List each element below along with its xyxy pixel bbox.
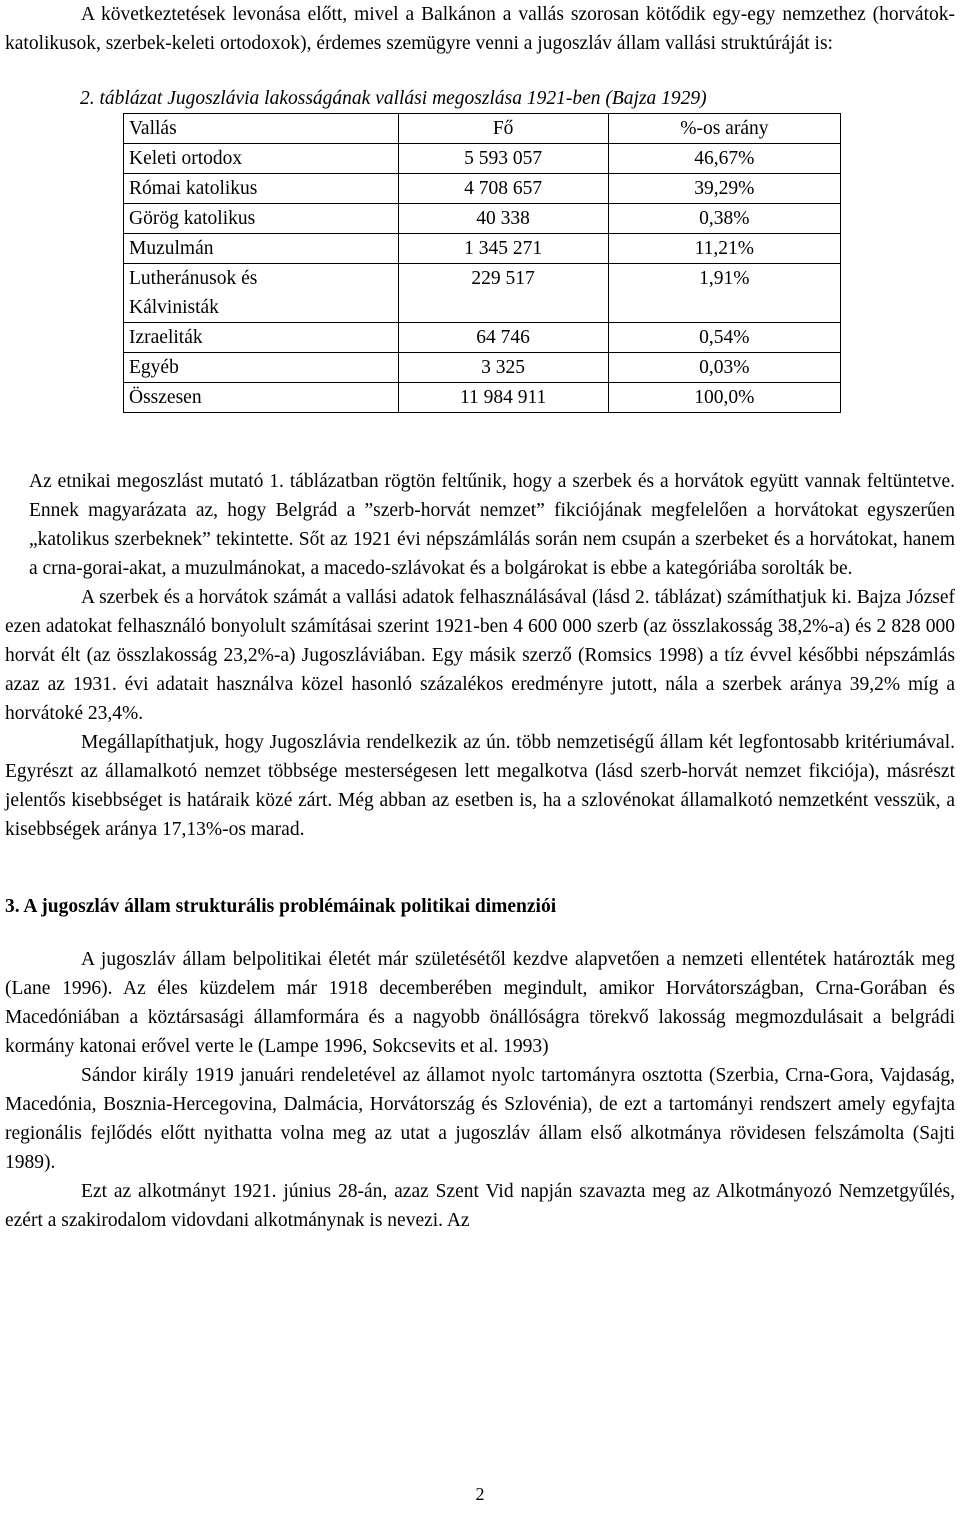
religion-cell: Összesen xyxy=(124,383,399,413)
paragraph-king-sandor: Sándor király 1919 januári rendeletével az államot nyolc tartományra osztotta (Szerbia, Crna-Gora, Vajdaság, Macedónia, Bosznia-Hercegovina, Dalmácia, Horvátország és Szlovénia), de ezt a tartományi rendszert amely egyfajta regionális fejlődés előtt nyithatta volna meg az utat a jugoszláv állam első alkotmánya rövidesen felszámolta (Sajti 1989). xyxy=(5,1065,955,1173)
percent-cell: 0,38% xyxy=(608,204,840,234)
count-cell: 229 517 xyxy=(398,264,608,323)
religion-cell-text: Lutheránusok és Kálvinisták xyxy=(129,268,258,318)
count-cell: 64 746 xyxy=(398,323,608,353)
section-heading: 3. A jugoszláv állam strukturális problémáinak politikai dimenziói xyxy=(5,896,557,917)
count-cell: 40 338 xyxy=(398,204,608,234)
table-row xyxy=(124,323,841,353)
table-row xyxy=(124,204,841,234)
header-cell-count: Fő xyxy=(398,114,608,144)
header-cell-percent: %-os arány xyxy=(608,114,840,144)
percent-cell: 100,0% xyxy=(608,383,840,413)
religion-cell: Keleti ortodox xyxy=(124,144,399,174)
body-text xyxy=(5,467,955,844)
religion-cell: Izraeliták xyxy=(124,323,399,353)
intro-paragraph: A következtetések levonása előtt, mivel a Balkánon a vallás szorosan kötődik egy-egy nemzethez (horvátok-katolikusok, szerbek-keleti ortodoxok), érdemes szemügyre venni a jugoszláv állam vallási struktúráját is: xyxy=(5,4,955,54)
percent-cell: 0,54% xyxy=(608,323,840,353)
table-caption: 2. táblázat Jugoszlávia lakosságának vallási megoszlása 1921-ben (Bajza 1929) xyxy=(80,88,707,109)
percent-cell: 1,91% xyxy=(608,264,840,323)
religion-cell: Római katolikus xyxy=(124,174,399,204)
paragraph-constitution: Ezt az alkotmányt 1921. június 28-án, azaz Szent Vid napján szavazta meg az Alkotmányozó Nemzetgyűlés, ezért a szakirodalom vidovdani alkotmánynak is nevezi. Az xyxy=(5,1181,955,1231)
document-page xyxy=(5,0,955,1235)
religion-cell: Egyéb xyxy=(124,353,399,383)
table-row xyxy=(124,264,841,323)
paragraph-internal-politics: A jugoszláv állam belpolitikai életét már születésétől kezdve alapvetően a nemzeti ellentétek határozták meg (Lane 1996). Az éles küzdelem már 1918 decemberében megindult, amikor Horvátországban, Crna-Gorában és Macedóniában a köztársasági államformára és a nagyobb önállóságra törekvő lakosság megmozdulásait a belgrádi kormány katonai erővel verte le (Lampe 1996, Sokcsevits et al. 1993) xyxy=(5,949,955,1057)
paragraph-serbs-croats: A szerbek és a horvátok számát a vallási adatok felhasználásával (lásd 2. táblázat) számíthatjuk ki. Bajza József ezen adatokat felhasználó bonyolult számításai szerint 1921-ben 4 600 000 szerb (az összlakosság 38,2%-a) és 2 828 000 horvát élt (az összlakosság 23,2%-a) Jugoszláviában. Egy másik szerző (Romsics 1998) a tíz évvel későbbi népszámlás azaz az 1931. évi adatait használva közel hasonló százalékos eredményre jutott, nála a szerbek aránya 39,2% míg a horvátoké 23,4%. xyxy=(5,587,955,724)
paragraph-ethnic: Az etnikai megoszlást mutató 1. táblázatban rögtön feltűnik, hogy a szerbek és a horvátok együtt vannak feltüntetve. Ennek magyarázata az, hogy Belgrád a ”szerb-horvát nemzet” fikciójának megfelelően a horvátokat egyszerűen „katolikus szerbeknek” tekintette. Sőt az 1921 évi népszámlálás során nem csupán a szerbeket és a horvátokat, hanem a crna-gorai-akat, a muzulmánokat, a macedo-szlávokat és a bolgárokat is ebbe a kategóriába sorolták be. xyxy=(29,471,955,579)
religion-table xyxy=(123,113,841,413)
count-cell: 5 593 057 xyxy=(398,144,608,174)
table-total-row xyxy=(124,383,841,413)
count-cell: 1 345 271 xyxy=(398,234,608,264)
count-cell: 11 984 911 xyxy=(398,383,608,413)
table-row xyxy=(124,353,841,383)
count-cell: 3 325 xyxy=(398,353,608,383)
religion-cell xyxy=(124,264,399,323)
paragraph-multinational: Megállapíthatjuk, hogy Jugoszlávia rendelkezik az ún. több nemzetiségű állam két legfontosabb kritériumával. Egyrészt az államalkotó nemzet többsége mesterségesen lett megalkotva (lásd szerb-horvát nemzet fikciója), másrészt jelentős kisebbséget is határaik közé zárt. Még abban az esetben is, ha a szlovénokat államalkotó nemzetként vesszük, a kisebbségek aránya 17,13%-os marad. xyxy=(5,732,955,840)
percent-cell: 0,03% xyxy=(608,353,840,383)
table-row xyxy=(124,174,841,204)
count-cell: 4 708 657 xyxy=(398,174,608,204)
table-row xyxy=(124,234,841,264)
percent-cell: 11,21% xyxy=(608,234,840,264)
percent-cell: 46,67% xyxy=(608,144,840,174)
religion-cell: Muzulmán xyxy=(124,234,399,264)
percent-cell: 39,29% xyxy=(608,174,840,204)
page-number: 2 xyxy=(475,1484,485,1504)
religion-cell: Görög katolikus xyxy=(124,204,399,234)
header-cell-religion: Vallás xyxy=(124,114,399,144)
table-row xyxy=(124,144,841,174)
table-header-row xyxy=(124,114,841,144)
section-body xyxy=(5,945,955,1235)
